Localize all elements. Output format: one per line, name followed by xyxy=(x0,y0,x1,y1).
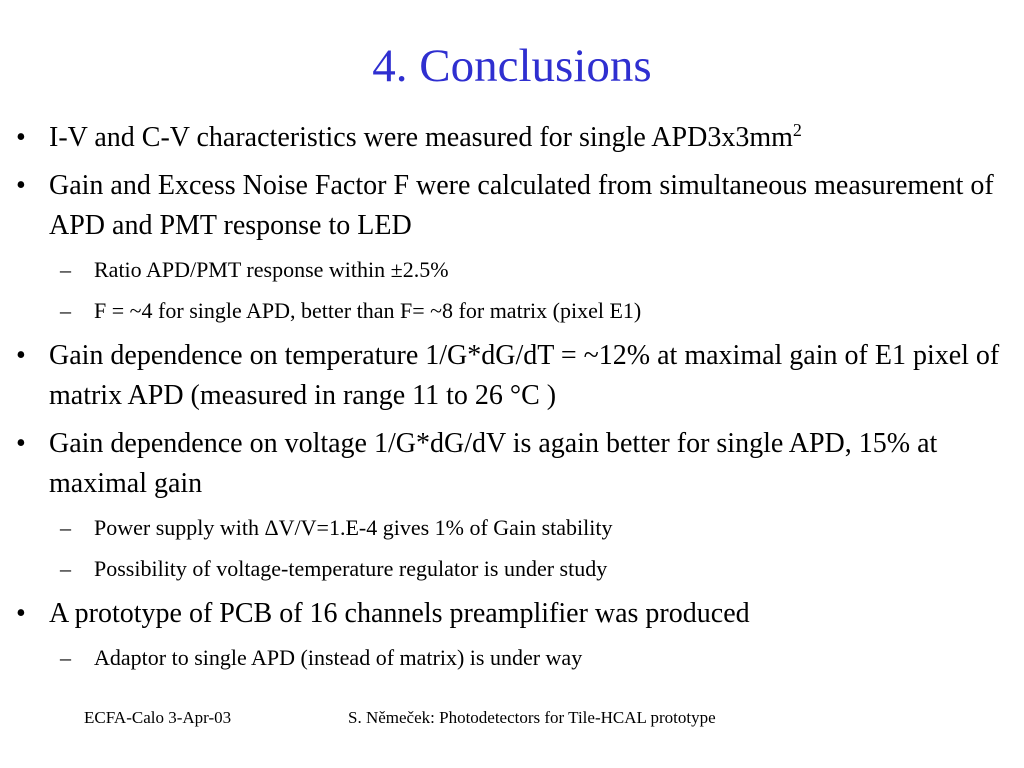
bullet-item xyxy=(14,118,1004,158)
sub-bullet-item xyxy=(14,254,1004,286)
bullet-item xyxy=(14,424,1004,504)
dash-icon: – xyxy=(60,645,71,670)
dash-icon: – xyxy=(60,298,71,323)
bullet-text: I-V and C-V characteristics were measured for single APD3x3mm xyxy=(49,122,793,153)
bullet-text: Gain dependence on temperature 1/G*dG/dT = ~12% at maximal gain of E1 pixel of matrix APD (measured in range 11 to 26 °C ) xyxy=(49,340,1000,411)
sub-bullet-item xyxy=(14,512,1004,544)
slide-title: 4. Conclusions xyxy=(372,40,652,92)
footer-author-title: S. Němeček: Photodetectors for Tile-HCAL prototype xyxy=(348,708,716,727)
sub-bullet-item xyxy=(14,642,1004,674)
bullet-icon: • xyxy=(16,598,26,629)
sub-bullet-item xyxy=(14,553,1004,585)
sub-bullet-item xyxy=(14,295,1004,327)
dash-icon: – xyxy=(60,556,71,581)
bullet-icon: • xyxy=(16,170,26,201)
bullet-text: A prototype of PCB of 16 channels preamplifier was produced xyxy=(49,598,750,629)
dash-icon: – xyxy=(60,257,71,282)
sub-bullet-text: Power supply with ΔV/V=1.E-4 gives 1% of Gain stability xyxy=(94,515,613,540)
slide-content xyxy=(14,118,1004,683)
bullet-icon: • xyxy=(16,122,26,153)
bullet-icon: • xyxy=(16,340,26,371)
sub-bullet-text: Possibility of voltage-temperature regulator is under study xyxy=(94,556,608,581)
sub-bullet-text: Adaptor to single APD (instead of matrix) is under way xyxy=(94,645,583,670)
sub-bullet-text: F = ~4 for single APD, better than F= ~8 for matrix (pixel E1) xyxy=(94,298,642,323)
bullet-text: Gain and Excess Noise Factor F were calculated from simultaneous measurement of APD and PMT response to LED xyxy=(49,170,994,241)
bullet-item xyxy=(14,336,1004,416)
superscript: 2 xyxy=(792,120,802,140)
bullet-item xyxy=(14,594,1004,634)
sub-bullet-text: Ratio APD/PMT response within ±2.5% xyxy=(94,257,449,282)
footer-date: ECFA-Calo 3-Apr-03 xyxy=(84,708,232,727)
bullet-item xyxy=(14,166,1004,246)
bullet-icon: • xyxy=(16,428,26,459)
dash-icon: – xyxy=(60,515,71,540)
bullet-text: Gain dependence on voltage 1/G*dG/dV is again better for single APD, 15% at maximal gain xyxy=(49,428,938,499)
